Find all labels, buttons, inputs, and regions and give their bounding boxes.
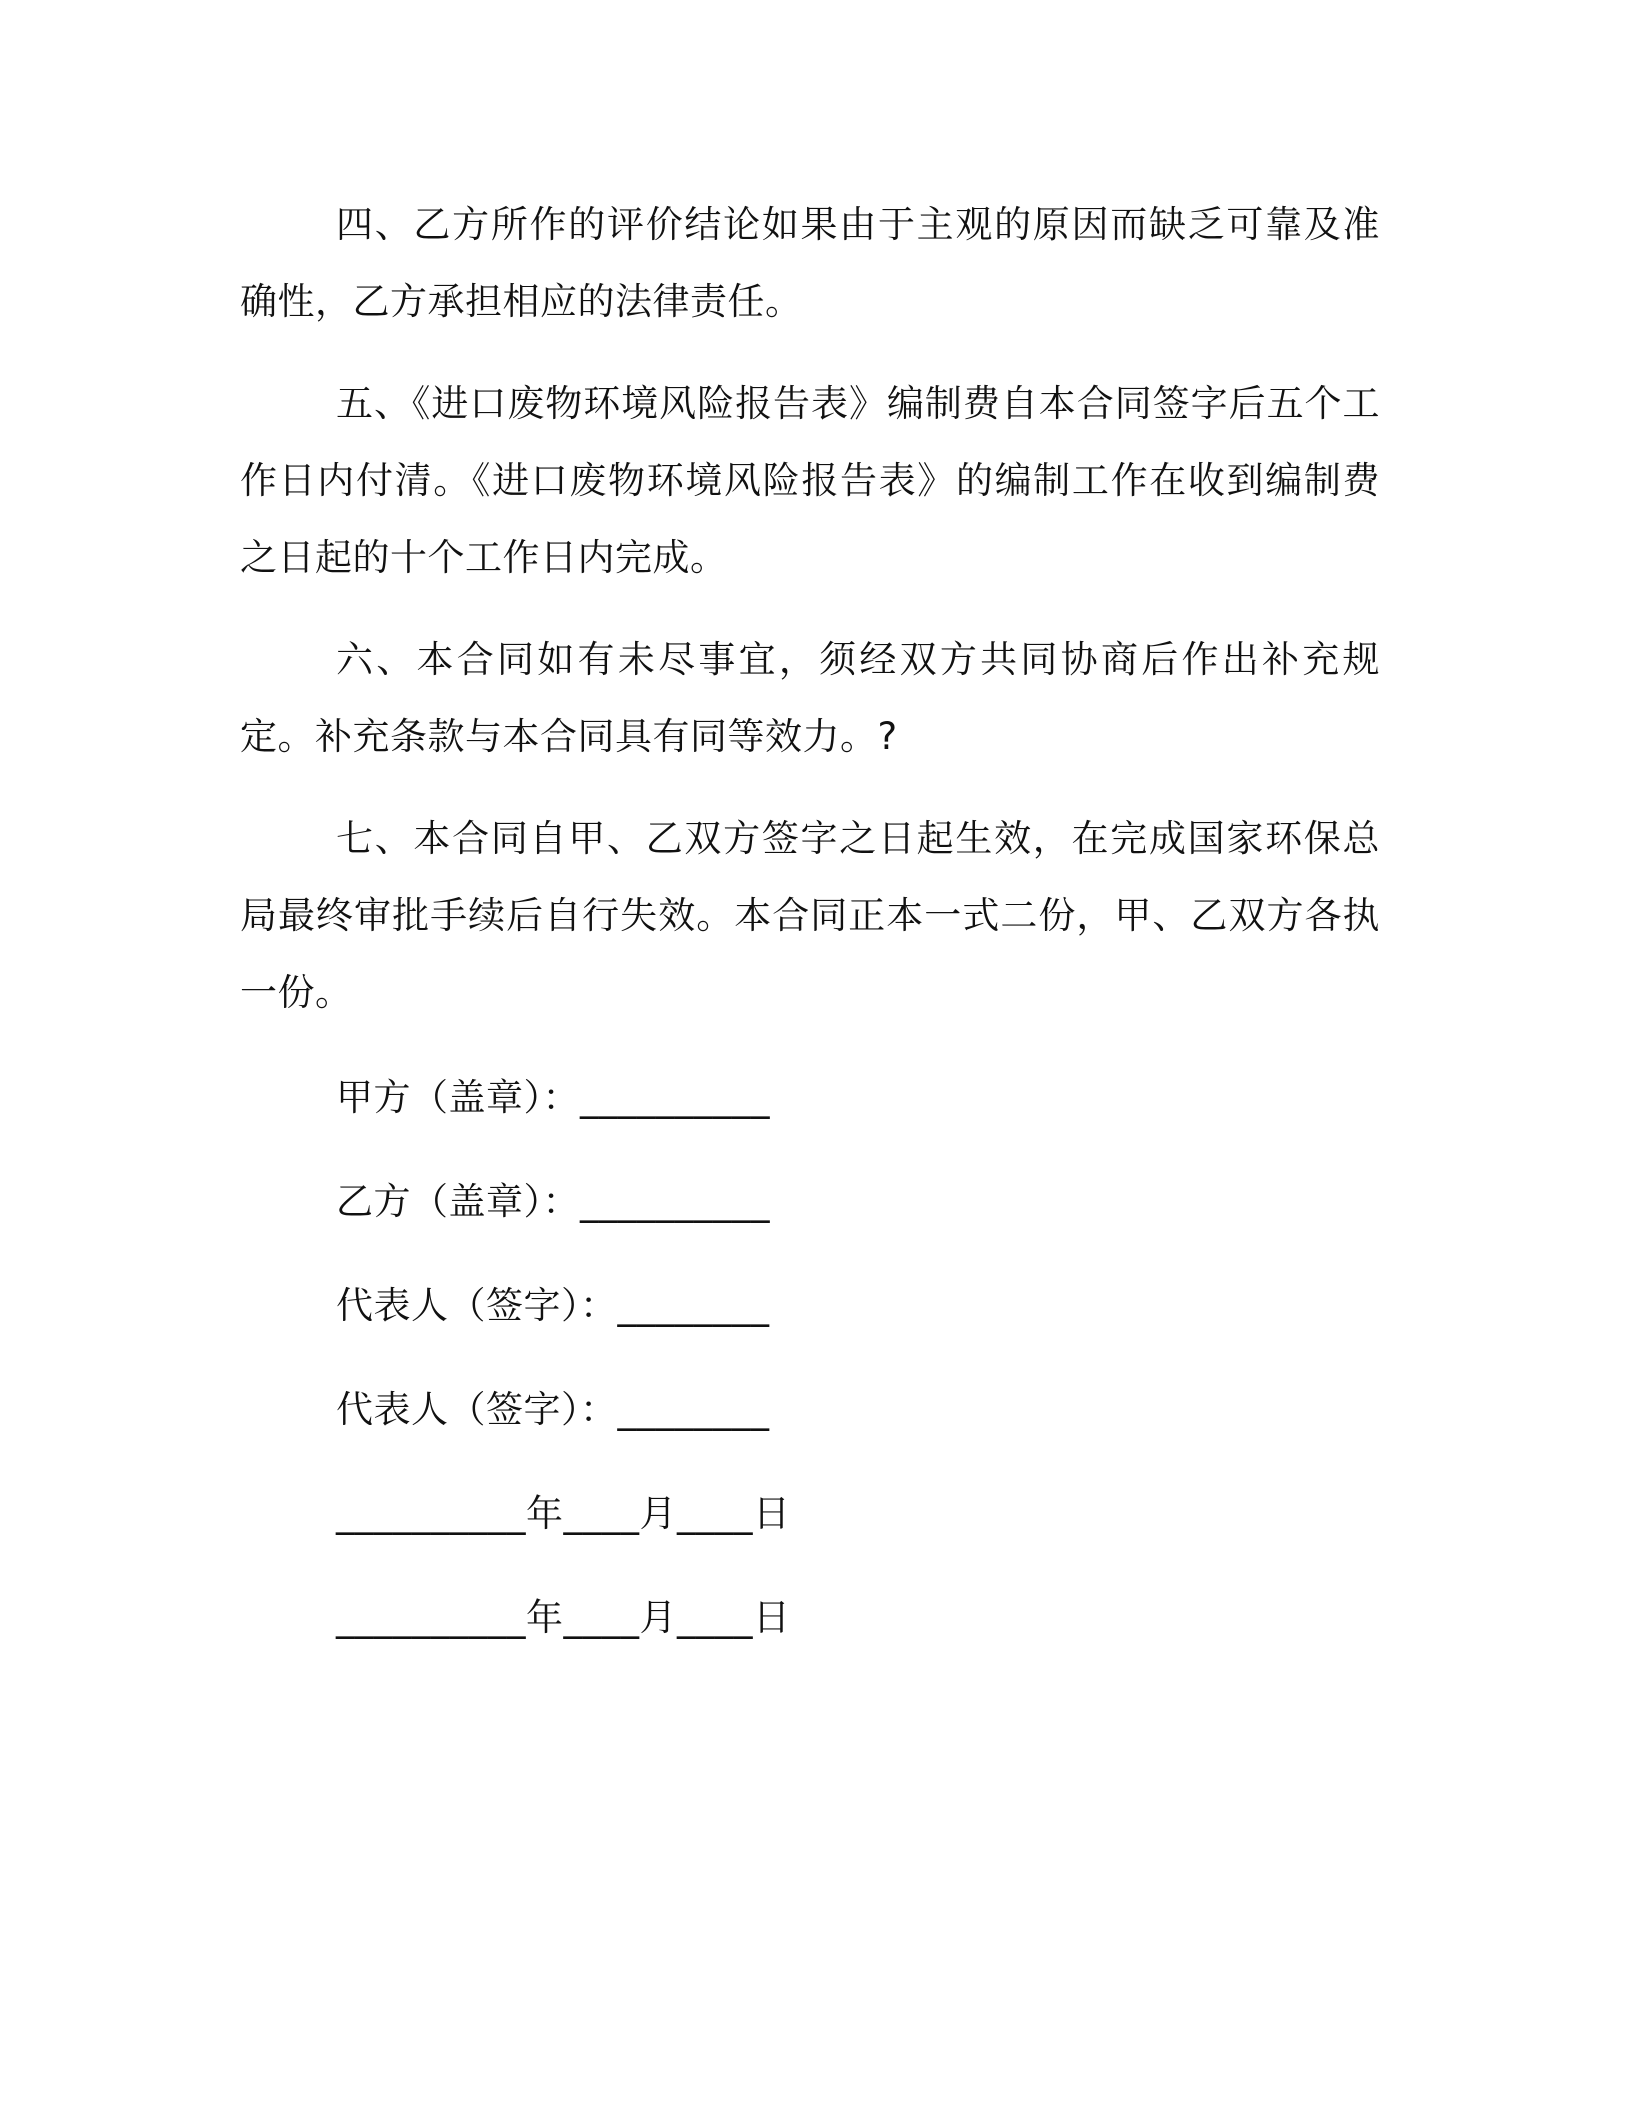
date-line-2: __________年____月____日 [336,1596,791,1639]
clause-6: 六、本合同如有未尽事宜，须经双方共同协商后作出补充规定。补充条款与本合同具有同等效力。? [240,638,1380,758]
date-line-1: __________年____月____日 [336,1492,791,1535]
signature-block [336,1068,1136,1692]
contract-body [240,186,1380,1056]
clause-4: 四、乙方所作的评价结论如果由于主观的原因而缺乏可靠及准确性，乙方承担相应的法律责任。 [240,203,1380,323]
party-a-seal-line: 甲方（盖章）：__________ [336,1076,770,1119]
representative-signature-line-1: 代表人（签字）：________ [336,1284,770,1327]
representative-signature-line-2: 代表人（签字）：________ [336,1388,770,1431]
party-b-seal-line: 乙方（盖章）：__________ [336,1180,770,1223]
clause-7: 七、本合同自甲、乙双方签字之日起生效，在完成国家环保总局最终审批手续后自行失效。本合同正本一式二份，甲、乙双方各执一份。 [240,817,1380,1014]
clause-5: 五、《进口废物环境风险报告表》编制费自本合同签字后五个工作日内付清。《进口废物环境风险报告表》的编制工作在收到编制费之日起的十个工作日内完成。 [240,382,1380,579]
